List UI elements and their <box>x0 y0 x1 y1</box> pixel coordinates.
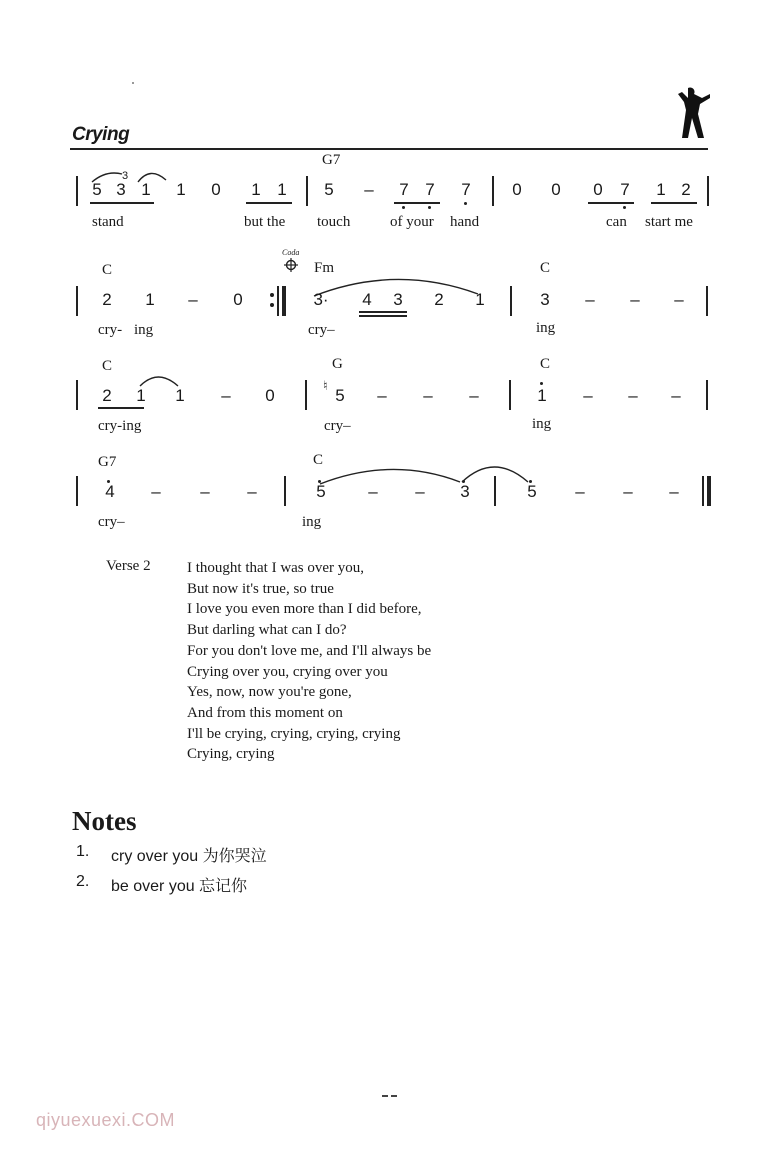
note: 1 <box>656 180 666 199</box>
note: 3 <box>393 290 403 309</box>
note: 5 <box>324 180 334 199</box>
header-rule <box>70 148 708 150</box>
note: – <box>377 386 387 405</box>
barline <box>706 286 708 316</box>
note: – <box>630 290 640 309</box>
note-text: cry over you 为你哭泣 <box>111 848 267 865</box>
lyric: cry- <box>98 322 123 338</box>
note: 7 <box>461 180 471 199</box>
beam <box>394 202 440 204</box>
lower-octave-dot <box>464 202 467 205</box>
beam <box>246 202 292 204</box>
note: – <box>674 290 684 309</box>
lyric: ing <box>302 514 322 530</box>
lyric: ing <box>536 320 556 336</box>
note: – <box>583 386 593 405</box>
note: 2 <box>434 290 444 309</box>
coda-label: Coda <box>282 248 300 257</box>
barline <box>706 380 708 410</box>
note: – <box>671 386 681 405</box>
note: 3 <box>540 290 550 309</box>
lyric: ing <box>532 416 552 432</box>
repeat-barline <box>282 286 286 316</box>
note: 1 <box>537 386 547 405</box>
barline <box>510 286 512 316</box>
triplet-number: 3 <box>121 170 129 182</box>
beam <box>90 202 154 204</box>
note: – <box>188 290 198 309</box>
verse-line: Yes, now, now you're gone, <box>187 684 352 701</box>
note: – <box>585 290 595 309</box>
note-text: be over you 忘记你 <box>111 878 248 895</box>
note: 2 <box>102 386 112 405</box>
barline <box>492 176 494 206</box>
page-title: Crying <box>72 124 130 145</box>
lyric: stand <box>92 214 124 230</box>
lyric: cry– <box>98 514 125 530</box>
verse-line: I thought that I was over you, <box>187 560 365 576</box>
chord-symbol: C <box>102 358 113 374</box>
verse-lyrics <box>187 558 431 765</box>
note: 1 <box>475 290 485 309</box>
note: – <box>423 386 433 405</box>
barline <box>509 380 511 410</box>
barline <box>305 380 307 410</box>
note: 0 <box>551 180 561 199</box>
note: 1 <box>176 180 186 199</box>
note-number: 1. <box>76 843 90 860</box>
chord-symbol: G <box>332 356 343 372</box>
chord-symbol: Fm <box>314 260 335 276</box>
note: 0 <box>265 386 275 405</box>
barline <box>306 176 308 206</box>
verse-line: Crying, crying <box>187 746 275 763</box>
repeat-dot <box>270 293 274 297</box>
note: – <box>469 386 479 405</box>
beam <box>98 407 144 409</box>
note: 3· <box>313 290 329 309</box>
lyric: cry– <box>324 418 351 434</box>
barline <box>707 176 709 206</box>
site-watermark: qiyuexuexi.COM <box>36 1110 176 1130</box>
chord-symbol: C <box>540 356 551 372</box>
note: 3 <box>116 180 126 199</box>
note: 1 <box>175 386 185 405</box>
barline <box>76 380 78 410</box>
chord-symbol: C <box>540 260 551 276</box>
note: 1 <box>277 180 287 199</box>
note: – <box>247 482 257 501</box>
note: 4 <box>362 290 372 309</box>
note: 7 <box>399 180 409 199</box>
lyric: touch <box>317 214 351 230</box>
note: – <box>364 180 374 199</box>
lyric: ing <box>134 322 154 338</box>
note: – <box>368 482 378 501</box>
note: 1 <box>136 386 146 405</box>
notes-heading: Notes <box>72 806 137 836</box>
note: 1 <box>251 180 261 199</box>
lyric: of your <box>390 214 434 230</box>
note: 1 <box>145 290 155 309</box>
lyric: cry– <box>308 322 335 338</box>
barline <box>284 476 286 506</box>
lyric: hand <box>450 214 480 230</box>
verse-line: Crying over you, crying over you <box>187 663 388 680</box>
lower-octave-dot <box>428 206 431 209</box>
lyric: start me <box>645 214 693 230</box>
note: 4 <box>105 482 115 501</box>
verse-line: For you don't love me, and I'll always be <box>187 642 432 659</box>
note: 5 <box>92 180 102 199</box>
beam <box>651 202 697 204</box>
note: 3 <box>460 482 470 501</box>
note: 7 <box>425 180 435 199</box>
chord-symbol: C <box>102 262 113 278</box>
note: 2 <box>102 290 112 309</box>
coda-icon <box>284 258 298 272</box>
chord-symbol: G7 <box>98 454 117 470</box>
note: 0 <box>512 180 522 199</box>
note: – <box>575 482 585 501</box>
note: 1 <box>141 180 151 199</box>
beam <box>359 315 407 317</box>
note: – <box>669 482 679 501</box>
final-barline <box>702 476 704 506</box>
upper-octave-dot <box>540 382 543 385</box>
note: 0 <box>233 290 243 309</box>
repeat-barline <box>277 286 279 316</box>
chord-symbol: G7 <box>322 152 341 168</box>
lower-octave-dot <box>402 206 405 209</box>
note: 7 <box>620 180 630 199</box>
lyric: cry-ing <box>98 418 142 434</box>
note: – <box>221 386 231 405</box>
beam <box>359 311 407 313</box>
note-number: 2. <box>76 873 90 890</box>
barline <box>76 286 78 316</box>
barline <box>76 476 78 506</box>
barline <box>494 476 496 506</box>
verse-line: But now it's true, so true <box>187 580 334 597</box>
lower-octave-dot <box>623 206 626 209</box>
chord-symbol: C <box>313 452 324 468</box>
verse-line: I love you even more than I did before, <box>187 601 422 618</box>
note: – <box>415 482 425 501</box>
lyric: can <box>606 214 627 230</box>
note: 5 <box>316 482 326 501</box>
note: – <box>200 482 210 501</box>
dancer-icon <box>676 84 712 140</box>
final-barline <box>707 476 711 506</box>
verse-line: And from this moment on <box>187 704 343 721</box>
verse-label: Verse 2 <box>106 558 151 574</box>
verse-line: I'll be crying, crying, crying, crying <box>187 725 401 742</box>
lyric: but the <box>244 214 286 230</box>
note: – <box>628 386 638 405</box>
page-number-fragment <box>380 1094 400 1098</box>
verse-line: But darling what can I do? <box>187 622 347 639</box>
sharp-sign: ♮ <box>323 378 328 393</box>
note: 0 <box>211 180 221 199</box>
note: – <box>623 482 633 501</box>
scan-speck <box>132 82 134 84</box>
note: 0 <box>593 180 603 199</box>
note: 5 <box>335 386 345 405</box>
repeat-dot <box>270 303 274 307</box>
note: – <box>151 482 161 501</box>
barline <box>76 176 78 206</box>
beam <box>588 202 634 204</box>
note: 2 <box>681 180 691 199</box>
note: 5 <box>527 482 537 501</box>
